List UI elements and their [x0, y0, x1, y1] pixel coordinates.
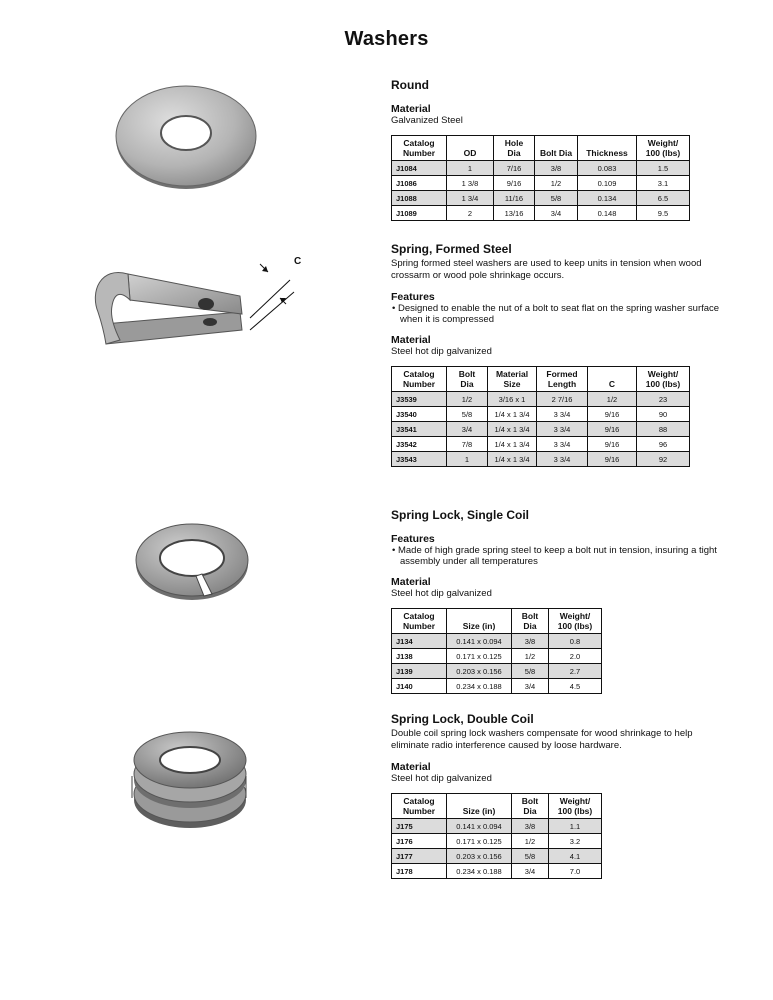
table-cell: J139	[392, 664, 447, 679]
table-cell: 13/16	[494, 206, 535, 221]
table-cell: 1/2	[447, 392, 488, 407]
column-header: Weight/ 100 (lbs)	[549, 609, 602, 634]
column-header: Bolt Dia	[512, 794, 549, 819]
table-cell: 9/16	[588, 407, 637, 422]
material-value: Galvanized Steel	[391, 115, 463, 126]
table-cell: 1.1	[549, 819, 602, 834]
table-row	[392, 422, 690, 437]
material-value: Steel hot dip galvanized	[391, 773, 492, 784]
table-cell: 2.7	[549, 664, 602, 679]
table-cell: J3543	[392, 452, 447, 467]
table-cell: J3539	[392, 392, 447, 407]
table-cell: 1/4 x 1 3/4	[488, 407, 537, 422]
table-cell: 3/16 x 1	[488, 392, 537, 407]
section-spring-formed-steel	[391, 242, 731, 467]
section-title: Spring, Formed Steel	[391, 242, 512, 256]
column-header: Weight/ 100 (lbs)	[637, 367, 690, 392]
round-washer-image	[112, 83, 260, 191]
table-cell: 9/16	[494, 176, 535, 191]
table-cell: 3/4	[447, 422, 488, 437]
table-cell: 0.141 x 0.094	[447, 819, 512, 834]
table-cell: 1	[447, 161, 494, 176]
table-cell: J140	[392, 679, 447, 694]
table-cell: 3/8	[535, 161, 578, 176]
table-header-row	[392, 794, 602, 819]
table-cell: 2 7/16	[537, 392, 588, 407]
table-row	[392, 819, 602, 834]
table-cell: J1084	[392, 161, 447, 176]
table-cell: 1/4 x 1 3/4	[488, 452, 537, 467]
table-cell: 7/8	[447, 437, 488, 452]
table-header-row	[392, 609, 602, 634]
column-header: Formed Length	[537, 367, 588, 392]
table-cell: 4.1	[549, 849, 602, 864]
table-cell: 0.171 x 0.125	[447, 649, 512, 664]
section-description: Double coil spring lock washers compensate for wood shrinkage to help eliminate radio interference caused by loose hardware.	[391, 728, 693, 751]
table-cell: 96	[637, 437, 690, 452]
table-cell: 9/16	[588, 422, 637, 437]
table-cell: 0.234 x 0.188	[447, 864, 512, 879]
material-label: Material	[391, 761, 431, 773]
feature-item: • Made of high grade spring steel to keep a bolt nut in tension, insuring a tight assembly under all temperatures	[392, 545, 717, 567]
table-cell: 3 3/4	[537, 422, 588, 437]
column-header: C	[588, 367, 637, 392]
table-row	[392, 452, 690, 467]
table-cell: 9.5	[637, 206, 690, 221]
table-cell: 6.5	[637, 191, 690, 206]
table-row	[392, 834, 602, 849]
table-cell: 0.083	[578, 161, 637, 176]
double-coil-spec-table	[391, 793, 602, 879]
table-cell: 3/8	[512, 634, 549, 649]
table-row	[392, 407, 690, 422]
table-cell: 3 3/4	[537, 452, 588, 467]
table-cell: 1/4 x 1 3/4	[488, 437, 537, 452]
table-cell: 0.8	[549, 634, 602, 649]
material-value: Steel hot dip galvanized	[391, 346, 492, 357]
table-row	[392, 634, 602, 649]
table-row	[392, 206, 690, 221]
table-cell: 1 3/8	[447, 176, 494, 191]
section-spring-lock-double-coil	[391, 712, 731, 879]
table-cell: J1086	[392, 176, 447, 191]
table-cell: 0.171 x 0.125	[447, 834, 512, 849]
table-cell: 0.203 x 0.156	[447, 849, 512, 864]
section-title: Spring Lock, Single Coil	[391, 508, 530, 522]
spring-formed-washer-image	[90, 252, 310, 348]
table-cell: J175	[392, 819, 447, 834]
table-cell: 3 3/4	[537, 437, 588, 452]
table-cell: 11/16	[494, 191, 535, 206]
material-label: Material	[391, 103, 431, 115]
column-header: Weight/ 100 (lbs)	[549, 794, 602, 819]
table-cell: 4.5	[549, 679, 602, 694]
table-row	[392, 191, 690, 206]
table-cell: 5/8	[512, 664, 549, 679]
table-cell: J1089	[392, 206, 447, 221]
table-cell: 1 3/4	[447, 191, 494, 206]
material-label: Material	[391, 334, 431, 346]
table-cell: 9/16	[588, 437, 637, 452]
table-cell: 23	[637, 392, 690, 407]
column-header: Catalog Number	[392, 367, 447, 392]
table-cell: 2.0	[549, 649, 602, 664]
column-header: Catalog Number	[392, 136, 447, 161]
column-header: Catalog Number	[392, 609, 447, 634]
column-header: Thickness	[578, 136, 637, 161]
table-cell: 3/4	[512, 864, 549, 879]
column-header: Hole Dia	[494, 136, 535, 161]
table-cell: J177	[392, 849, 447, 864]
table-cell: 3.2	[549, 834, 602, 849]
table-cell: 1.5	[637, 161, 690, 176]
table-cell: J3540	[392, 407, 447, 422]
page-title: Washers	[344, 28, 429, 50]
table-cell: 88	[637, 422, 690, 437]
features-label: Features	[391, 533, 435, 545]
column-header: Weight/ 100 (lbs)	[637, 136, 690, 161]
table-row	[392, 664, 602, 679]
table-cell: 3/4	[535, 206, 578, 221]
table-cell: J176	[392, 834, 447, 849]
table-cell: 0.234 x 0.188	[447, 679, 512, 694]
table-cell: 9/16	[588, 452, 637, 467]
table-cell: 0.134	[578, 191, 637, 206]
section-description: Spring formed steel washers are used to keep units in tension when wood crossarm or wood pole shrinkage occurs.	[391, 258, 702, 281]
table-cell: 3 3/4	[537, 407, 588, 422]
section-spring-lock-single-coil	[391, 508, 731, 694]
column-header: Catalog Number	[392, 794, 447, 819]
features-label: Features	[391, 291, 435, 303]
table-cell: 7.0	[549, 864, 602, 879]
table-cell: J134	[392, 634, 447, 649]
table-cell: J1088	[392, 191, 447, 206]
dimension-label-c: C	[294, 256, 302, 267]
table-cell: 2	[447, 206, 494, 221]
table-cell: 5/8	[447, 407, 488, 422]
table-cell: J3542	[392, 437, 447, 452]
spring-formed-spec-table	[391, 366, 690, 467]
table-cell: 1/4 x 1 3/4	[488, 422, 537, 437]
table-cell: 92	[637, 452, 690, 467]
table-row	[392, 161, 690, 176]
table-row	[392, 176, 690, 191]
column-header: Bolt Dia	[512, 609, 549, 634]
table-row	[392, 679, 602, 694]
table-cell: 0.141 x 0.094	[447, 634, 512, 649]
material-value: Steel hot dip galvanized	[391, 588, 492, 599]
table-header-row	[392, 136, 690, 161]
table-cell: 1/2	[512, 649, 549, 664]
material-label: Material	[391, 576, 431, 588]
double-coil-lock-washer-image	[128, 728, 252, 832]
section-title: Round	[391, 78, 429, 92]
section-round	[391, 78, 731, 221]
table-cell: J138	[392, 649, 447, 664]
column-header: Material Size	[488, 367, 537, 392]
table-cell: 90	[637, 407, 690, 422]
single-coil-spec-table	[391, 608, 602, 694]
table-cell: J178	[392, 864, 447, 879]
feature-item: • Designed to enable the nut of a bolt to seat flat on the spring washer surface when it is compressed	[392, 303, 720, 325]
table-cell: 3/8	[512, 819, 549, 834]
column-header: Bolt Dia	[447, 367, 488, 392]
table-row	[392, 392, 690, 407]
table-cell: 0.203 x 0.156	[447, 664, 512, 679]
table-row	[392, 849, 602, 864]
table-cell: 1/2	[588, 392, 637, 407]
table-cell: 1/2	[512, 834, 549, 849]
column-header: Bolt Dia	[535, 136, 578, 161]
table-row	[392, 649, 602, 664]
column-header: Size (in)	[447, 794, 512, 819]
round-spec-table	[391, 135, 690, 221]
single-coil-lock-washer-image	[132, 518, 252, 602]
table-cell: 3.1	[637, 176, 690, 191]
column-header: Size (in)	[447, 609, 512, 634]
table-cell: 5/8	[535, 191, 578, 206]
table-cell: 1/2	[535, 176, 578, 191]
table-row	[392, 437, 690, 452]
table-row	[392, 864, 602, 879]
table-cell: 7/16	[494, 161, 535, 176]
section-title: Spring Lock, Double Coil	[391, 712, 534, 726]
table-header-row	[392, 367, 690, 392]
table-cell: J3541	[392, 422, 447, 437]
column-header: OD	[447, 136, 494, 161]
table-cell: 1	[447, 452, 488, 467]
table-cell: 5/8	[512, 849, 549, 864]
table-cell: 3/4	[512, 679, 549, 694]
table-cell: 0.109	[578, 176, 637, 191]
table-cell: 0.148	[578, 206, 637, 221]
